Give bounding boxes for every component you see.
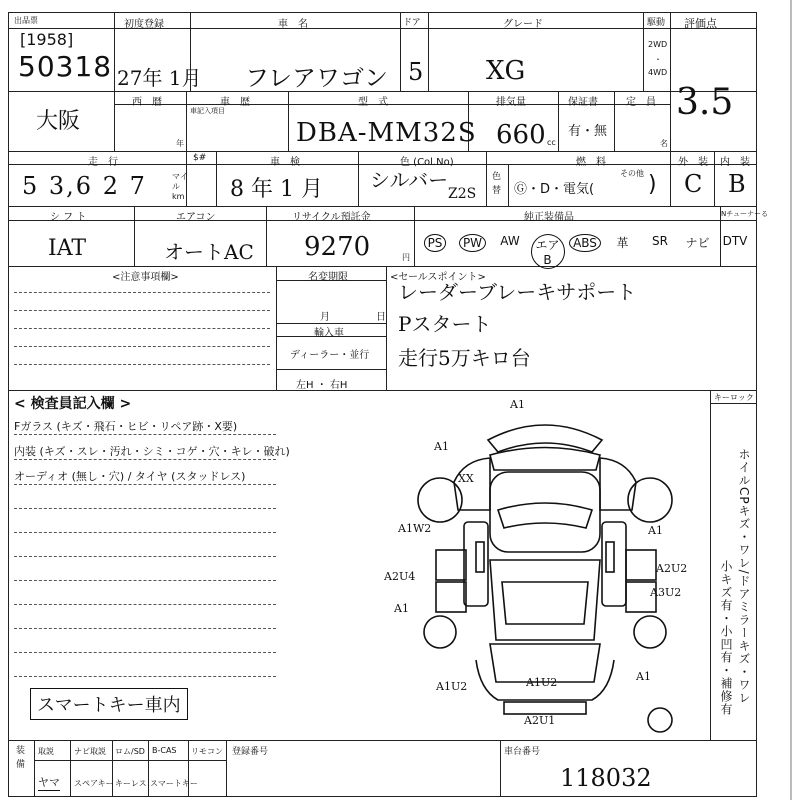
name-change-month: 月 bbox=[320, 312, 330, 323]
person-unit: 名 bbox=[660, 139, 668, 148]
dash-line bbox=[14, 652, 276, 653]
rule bbox=[8, 28, 757, 29]
inspector-line-1: Fガラス (キズ・飛石・ヒビ・リペア跡・X要) bbox=[14, 420, 238, 433]
key-lock-label: キーロック bbox=[714, 393, 754, 402]
rule bbox=[386, 266, 387, 390]
displacement-value: 660 bbox=[496, 120, 546, 150]
car-diagram bbox=[380, 400, 710, 740]
rule bbox=[558, 91, 559, 151]
reg-no-header: 登録番号 bbox=[232, 747, 269, 757]
first-reg-value: 27年 1月 bbox=[117, 66, 202, 90]
equipment-footer-label: 装備 bbox=[16, 746, 26, 770]
dash-line bbox=[14, 604, 276, 605]
dash-line bbox=[14, 508, 276, 509]
equipment-item: エアB bbox=[531, 234, 565, 269]
inspection-header: 車 検 bbox=[270, 157, 300, 168]
fuel-other: その他 bbox=[620, 169, 644, 178]
dash-line bbox=[14, 676, 276, 677]
footer-item: ロム/SD bbox=[115, 747, 145, 756]
rule bbox=[288, 91, 289, 151]
shift-header: シ フ ト bbox=[50, 212, 87, 223]
rule bbox=[114, 12, 115, 151]
recycle-value: 9270 bbox=[304, 232, 371, 262]
model-header: 型 式 bbox=[358, 97, 388, 108]
year-unit: 年 bbox=[176, 139, 184, 148]
equipment-item: 革 bbox=[616, 236, 629, 250]
damage-mark: A1 bbox=[636, 670, 651, 683]
damage-mark: A1 bbox=[510, 400, 525, 411]
rule bbox=[266, 206, 267, 266]
damage-mark: A2U1 bbox=[524, 714, 556, 727]
rule bbox=[276, 266, 277, 390]
damage-mark: A3U2 bbox=[650, 586, 682, 599]
paint-change: 色替 bbox=[492, 172, 502, 196]
rule bbox=[643, 12, 644, 91]
rule bbox=[34, 740, 35, 797]
rule bbox=[486, 151, 487, 206]
damage-mark: A1U2 bbox=[526, 676, 558, 689]
ac-header: エアコン bbox=[176, 212, 216, 223]
handle-label: 左H ・ 右H bbox=[296, 380, 348, 391]
rule bbox=[70, 740, 71, 797]
rule bbox=[226, 740, 227, 797]
dash-line bbox=[14, 364, 270, 365]
dealer-stamp: 出品票 bbox=[14, 16, 38, 25]
yen-unit: 円 bbox=[402, 253, 410, 262]
rule bbox=[8, 266, 757, 267]
dash-line bbox=[14, 532, 276, 533]
damage-mark: A1 bbox=[434, 440, 449, 453]
dash-line bbox=[14, 459, 276, 460]
name-change-label: 名変期限 bbox=[308, 272, 348, 283]
rule bbox=[670, 151, 671, 206]
color-header: 色 (Col.No) bbox=[400, 157, 454, 168]
rule bbox=[414, 206, 415, 266]
side-note-2: 小キズ有・小凹有・補修有 bbox=[719, 560, 733, 716]
model-value: DBA-MM32S bbox=[296, 118, 477, 148]
capacity-header: 定 員 bbox=[626, 97, 656, 108]
equipment-item: ABS bbox=[568, 234, 602, 252]
dash-line bbox=[14, 346, 270, 347]
smart-key-stamp: スマートキー車内 bbox=[30, 688, 188, 720]
score-value: 3.5 bbox=[676, 82, 734, 123]
equipment-item: ナビ bbox=[685, 236, 710, 250]
mileage-value: 5 3,6 2 7 bbox=[22, 172, 147, 200]
footer-item: スマートキー bbox=[150, 779, 198, 788]
interior-value: B bbox=[728, 170, 746, 198]
door-value: 5 bbox=[408, 58, 424, 86]
footer-item: スペアキー bbox=[74, 779, 114, 788]
rule bbox=[500, 740, 501, 797]
displacement-header: 排気量 bbox=[496, 97, 526, 108]
drive-4wd: 4WD bbox=[648, 68, 668, 77]
grade-header: グレード bbox=[503, 19, 543, 30]
equipment-item: AW bbox=[500, 234, 520, 248]
sales-point-1: レーダーブレーキサポート bbox=[398, 280, 637, 304]
equipment-header: 純正装備品 bbox=[524, 212, 574, 223]
sales-point-2: Pスタート bbox=[398, 312, 492, 336]
rule bbox=[428, 12, 429, 91]
inspector-title: < 検査員記入欄 > bbox=[14, 396, 132, 412]
inspector-line-3: オーディオ (無し・穴) / タイヤ (スタッドレス) bbox=[14, 470, 246, 483]
damage-mark: A1 bbox=[648, 524, 663, 537]
drive-2wd: 2WD bbox=[648, 40, 668, 49]
dash-line bbox=[14, 628, 276, 629]
grade-value: XG bbox=[486, 56, 526, 86]
dash-line bbox=[14, 310, 270, 311]
rule bbox=[358, 151, 359, 206]
dash-line bbox=[14, 556, 276, 557]
dealer-label: ディーラー・並行 bbox=[290, 350, 370, 361]
ac-value: オートAC bbox=[164, 240, 254, 264]
dash-line bbox=[14, 292, 270, 293]
rule bbox=[8, 151, 757, 152]
location: 大阪 bbox=[36, 109, 81, 134]
dash-line bbox=[14, 484, 276, 485]
rule bbox=[186, 91, 187, 151]
rule bbox=[400, 12, 401, 91]
door-header: ドア bbox=[403, 18, 421, 28]
rule bbox=[8, 390, 757, 391]
shift-value: IAT bbox=[48, 236, 87, 261]
interior-header: 内 装 bbox=[720, 157, 750, 168]
lot-number: 50318 bbox=[18, 50, 113, 83]
footer-item: リモコン bbox=[191, 747, 223, 756]
drive-header: 駆動 bbox=[647, 18, 666, 28]
history-header: 車 歴 bbox=[220, 97, 250, 108]
rule bbox=[710, 390, 711, 740]
damage-mark: A1W2 bbox=[398, 522, 432, 535]
footer-item-handwritten: ヤマ bbox=[38, 776, 60, 789]
rule bbox=[710, 403, 757, 404]
inspector-line-2: 内装 (キズ・スレ・汚れ・シミ・コゲ・穴・キレ・破れ) bbox=[14, 445, 290, 458]
equipment-item: PW bbox=[456, 234, 490, 252]
footer-item: ナビ取説 bbox=[74, 747, 106, 756]
damage-mark: A2U4 bbox=[384, 570, 416, 583]
side-note-1: ホイルCPキズ・ワレ/ドアミラーキズ・ワレ bbox=[737, 448, 751, 705]
caution-label: <注意事項欄> bbox=[112, 272, 179, 283]
footer-item: B-CAS bbox=[152, 746, 177, 755]
rule bbox=[8, 220, 757, 221]
recycle-header: リサイクル預託金 bbox=[292, 212, 371, 223]
cc-unit: cc bbox=[547, 138, 556, 147]
dollar-header: $# bbox=[193, 153, 207, 163]
drive-dot: ・ bbox=[654, 55, 662, 64]
car-name-header: 車 名 bbox=[278, 19, 308, 30]
sales-point-label: <セールスポイント> bbox=[390, 272, 486, 283]
equipment-item: DTV bbox=[722, 234, 748, 248]
chassis-value: 118032 bbox=[560, 764, 652, 792]
score-header: 評価点 bbox=[684, 17, 717, 30]
damage-mark: XX bbox=[458, 472, 474, 485]
color-value: シルバー bbox=[370, 168, 449, 192]
rule bbox=[34, 760, 226, 761]
rule bbox=[276, 369, 386, 370]
equipment-item: PS bbox=[418, 234, 452, 252]
rule bbox=[508, 164, 509, 206]
tuner-header: Nチューナーる bbox=[721, 210, 769, 218]
rule bbox=[670, 12, 671, 151]
damage-mark: A1 bbox=[394, 602, 409, 615]
rule bbox=[134, 206, 135, 266]
first-reg-header: 初度登録 bbox=[124, 19, 164, 30]
rule bbox=[148, 740, 149, 797]
damage-mark: A2U2 bbox=[656, 562, 688, 575]
lot-label: [1958] bbox=[20, 30, 74, 49]
dash-line bbox=[14, 434, 276, 435]
damage-mark: A1U2 bbox=[436, 680, 468, 693]
exterior-value: C bbox=[684, 170, 703, 198]
car-name-value: フレアワゴン bbox=[245, 64, 389, 92]
fuel-close-paren: ) bbox=[648, 172, 657, 197]
fuel-options: Ⓖ・D・電気( bbox=[514, 182, 595, 197]
warranty-header: 保証書 bbox=[568, 97, 598, 108]
rule bbox=[614, 91, 615, 151]
equipment-item: SR bbox=[652, 234, 668, 248]
fuel-header: 燃 料 bbox=[576, 157, 606, 168]
equipment-list bbox=[418, 232, 758, 267]
exterior-header: 外 装 bbox=[678, 157, 708, 168]
dash-line bbox=[14, 328, 270, 329]
rule bbox=[714, 151, 715, 206]
rule bbox=[8, 740, 757, 741]
rule bbox=[8, 206, 757, 207]
color-number: Z2S bbox=[448, 186, 477, 202]
page-edge bbox=[790, 0, 792, 800]
import-label: 輸入車 bbox=[314, 328, 344, 339]
rule bbox=[216, 151, 217, 206]
sales-point-3: 走行5万キロ台 bbox=[398, 346, 531, 370]
mile-km-unit: マイル km bbox=[172, 172, 188, 201]
dash-line bbox=[14, 580, 276, 581]
footer-item: 取説 bbox=[38, 747, 54, 756]
name-change-day: 日 bbox=[376, 312, 386, 323]
chassis-header: 車台番号 bbox=[504, 747, 541, 757]
footer-item: キーレス bbox=[115, 779, 147, 788]
era-header: 西 暦 bbox=[132, 97, 162, 108]
warranty-options: 有・無 bbox=[568, 124, 608, 139]
small-note: 車記入項目 bbox=[190, 107, 225, 115]
inspection-value: 8 年 1 月 bbox=[230, 177, 323, 202]
mileage-header: 走 行 bbox=[88, 157, 118, 168]
